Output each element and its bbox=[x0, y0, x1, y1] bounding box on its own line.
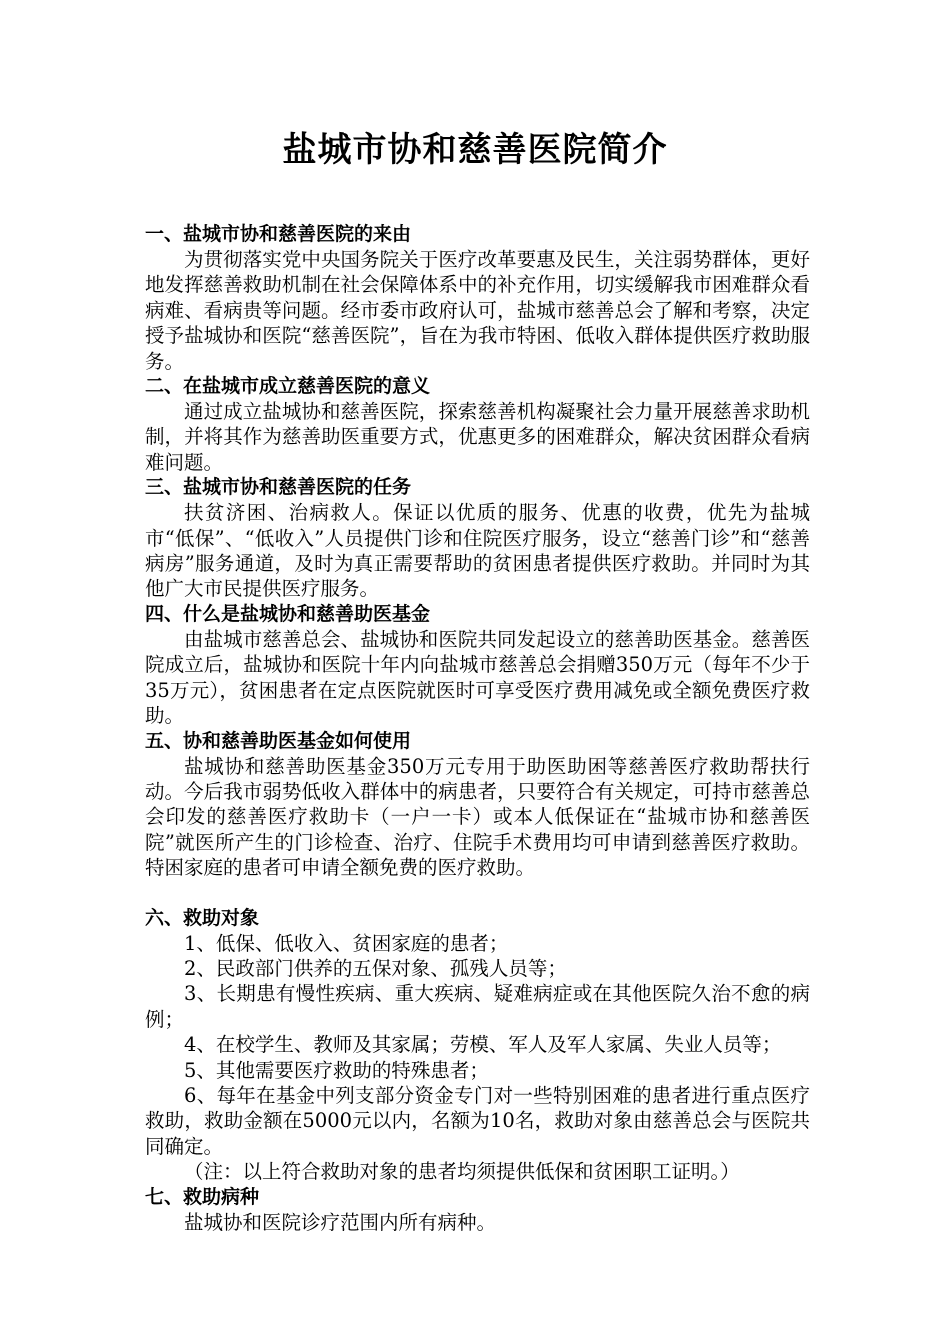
list-item: 4、在校学生、教师及其家属；劳模、军人及军人家属、失业人员等； bbox=[184, 1033, 782, 1057]
section-heading-3: 三、盐城市协和慈善医院的任务 bbox=[145, 476, 412, 499]
section-heading-1: 一、盐城市协和慈善医院的来由 bbox=[145, 223, 412, 245]
list-item: 6、每年在基金中列支部分资金专门对一些特别困难的患者进行重点医疗救助，救助金额在5000元以内，名额为10名，救助对象由慈善总会与医院共同确定。 bbox=[145, 1083, 810, 1158]
section-heading-6: 六、救助对象 bbox=[145, 906, 260, 929]
list-item: 5、其他需要医疗救助的特殊患者； bbox=[184, 1058, 489, 1082]
section-heading-2: 二、在盐城市成立慈善医院的意义 bbox=[145, 375, 431, 398]
blank-line bbox=[145, 881, 810, 906]
section-paragraph: 通过成立盐城协和慈善医院，探索慈善机构凝聚社会力量开展慈善求助机制，并将其作为慈善助医重要方式，优惠更多的困难群众，解决贫困群众看病难问题。 bbox=[145, 400, 810, 474]
list-item: 3、长期患有慢性疾病、重大疾病、疑难病症或在其他医院久治不愈的病例； bbox=[145, 982, 810, 1031]
note-paragraph: （注：以上符合救助对象的患者均须提供低保和贫困职工证明。） bbox=[184, 1160, 740, 1184]
section-heading-7: 七、救助病种 bbox=[145, 1185, 260, 1208]
section-paragraph: 扶贫济困、治病救人。保证以优质的服务、优惠的收费，优先为盐城市“低保”、“低收入”人员提供门诊和住院医疗服务，设立“慈善门诊”和“慈善病房”服务通道，及时为真正需要帮助的贫困患者提供医疗救助。并同时为其他广大市民提供医疗服务。 bbox=[145, 501, 810, 601]
list-item: 1、低保、低收入、贫困家庭的患者； bbox=[184, 931, 509, 955]
section-paragraph: 由盐城市慈善总会、盐城协和医院共同发起设立的慈善助医基金。慈善医院成立后，盐城协和医院十年内向盐城市慈善总会捐赠350万元（每年不少于35万元），贫困患者在定点医院就医时可享受医疗费用减免或全额免费医疗救助。 bbox=[145, 627, 810, 728]
section-paragraph: 盐城协和慈善助医基金350万元专用于助医助困等慈善医疗救助帮扶行动。今后我市弱势低收入群体中的病患者，只要符合有关规定，可持市慈善总会印发的慈善医疗救助卡（一户一卡）或本人低保证在“盐城市协和慈善医院”就医所产生的门诊检查、治疗、住院手术费用均可申请到慈善医疗救助。特困家庭的患者可申请全额免费的医疗救助。 bbox=[145, 754, 810, 880]
section-heading-4: 四、什么是盐城协和慈善助医基金 bbox=[145, 602, 431, 625]
section-paragraph: 盐城协和医院诊疗范围内所有病种。 bbox=[184, 1210, 497, 1234]
list-item: 2、民政部门供养的五保对象、孤残人员等； bbox=[184, 956, 567, 980]
section-heading-5: 五、协和慈善助医基金如何使用 bbox=[145, 729, 412, 752]
document-body bbox=[145, 222, 810, 1235]
section-paragraph: 为贯彻落实党中央国务院关于医疗改革要惠及民生，关注弱势群体，更好地发挥慈善救助机制在社会保障体系中的补充作用，切实缓解我市困难群众看病难、看病贵等问题。经市委市政府认可，盐城市慈善总会了解和考察，决定授予盐城协和医院“慈善医院”，旨在为我市特困、低收入群体提供医疗救助服务。 bbox=[145, 248, 810, 373]
document-title: 盐城市协和慈善医院简介 bbox=[282, 130, 668, 170]
